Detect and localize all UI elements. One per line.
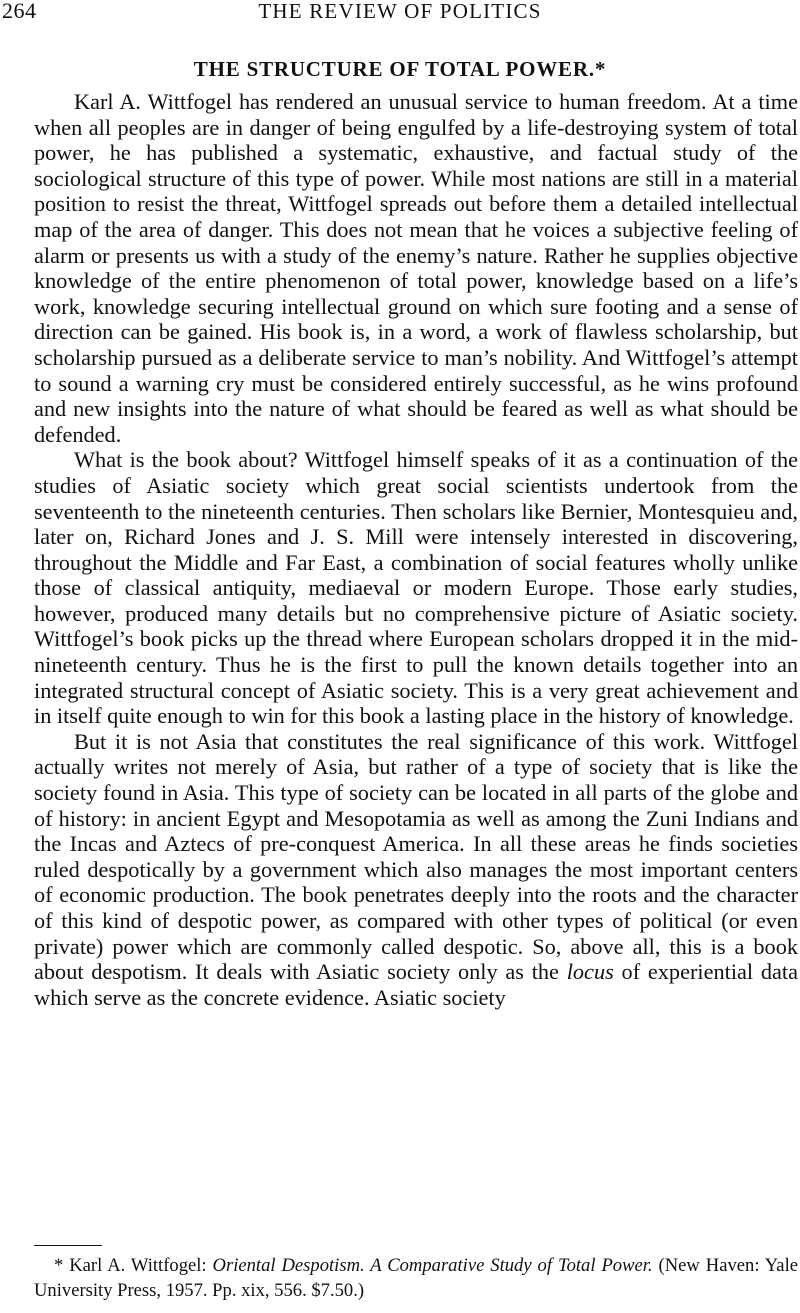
journal-title: THE REVIEW OF POLITICS [258, 0, 542, 23]
article-body [34, 89, 798, 1010]
paragraph-2: What is the book about? Wittfogel himself speaks of it as a continuation of the studies of Asiatic society which great social scientists undertook from the seventeenth to the nineteenth centuries. Then scholars like Bernier, Montesquieu and, later on, Richard Jones and J. S. Mill were intensely interested in discovering, throughout the Middle and Far East, a combination of social features wholly unlike those of classical antiquity, mediaeval or modern Europe. Those early studies, however, produced many details but no comprehensive picture of Asiatic society. Wittfogel’s book picks up the thread where European scholars dropped it in the mid-nineteenth century. Thus he is the first to pull the known details together into an integrated structural concept of Asiatic society. This is a very great achievement and in itself quite enough to win for this book a lasting place in the history of knowledge. [34, 447, 798, 729]
page-number: 264 [2, 0, 37, 23]
footnote [34, 1253, 798, 1303]
paragraph-3-continuation: of experiential data which serve as the concrete evidence. Asiatic society [34, 959, 799, 1010]
footnote-author: Karl A. Wittfogel: [69, 1255, 213, 1276]
paragraph-1: Karl A. Wittfogel has rendered an unusual service to human freedom. At a time when all peoples are in danger of being engulfed by a life-destroying system of total power, he has published a systematic, exhaustive, and factual study of the sociological structure of this type of power. While most nations are still in a material position to resist the threat, Wittfogel spreads out before them a detailed intellectual map of the area of danger. This does not mean that he voices a subjective feeling of alarm or presents us with a study of the enemy’s nature. Rather he supplies objective knowledge of the entire phenomenon of total power, knowledge based on a life’s work, knowledge securing intellectual ground on which sure footing and a sense of direction can be gained. His book is, in a word, a work of flawless scholarship, but scholarship pursued as a deliberate service to man’s nobility. And Wittfogel’s attempt to sound a warning cry must be considered entirely successful, as he wins profound and new insights into the nature of what should be feared as well as what should be defended. [34, 89, 798, 447]
italic-locus: locus [566, 959, 614, 985]
paragraph-3-text: But it is not Asia that constitutes the real significance of this work. Wittfogel actually writes not merely of Asia, but rather of a type of society that is like the society found in Asia. This type of society can be located in all parts of the globe and of history: in ancient Egypt and Mesopotamia as well as among the Zuni Indians and the Incas and Aztecs of pre-conquest America. In all these areas he finds societies ruled despotically by a government which also manages the most important centers of economic production. The book penetrates deeply into the roots and the character of this kind of despotic power, as compared with other types of political (or even private) power which are commonly called despotic. So, above all, this is a book about despotism. It deals with Asiatic society only as the [34, 728, 798, 985]
footnote-book-title: Oriental Despotism. A Comparative Study of Total Power. [212, 1255, 653, 1276]
paragraph-3 [34, 729, 798, 1011]
footnote-rule [34, 1245, 102, 1246]
footnote-publication: (New Haven: Yale University Press, 1957. Pp. xix, 556. $7.50.) [34, 1255, 798, 1301]
article-title: THE STRUCTURE OF TOTAL POWER.* [193, 57, 607, 81]
running-head [0, 0, 800, 26]
footnote-marker: * [54, 1255, 70, 1276]
